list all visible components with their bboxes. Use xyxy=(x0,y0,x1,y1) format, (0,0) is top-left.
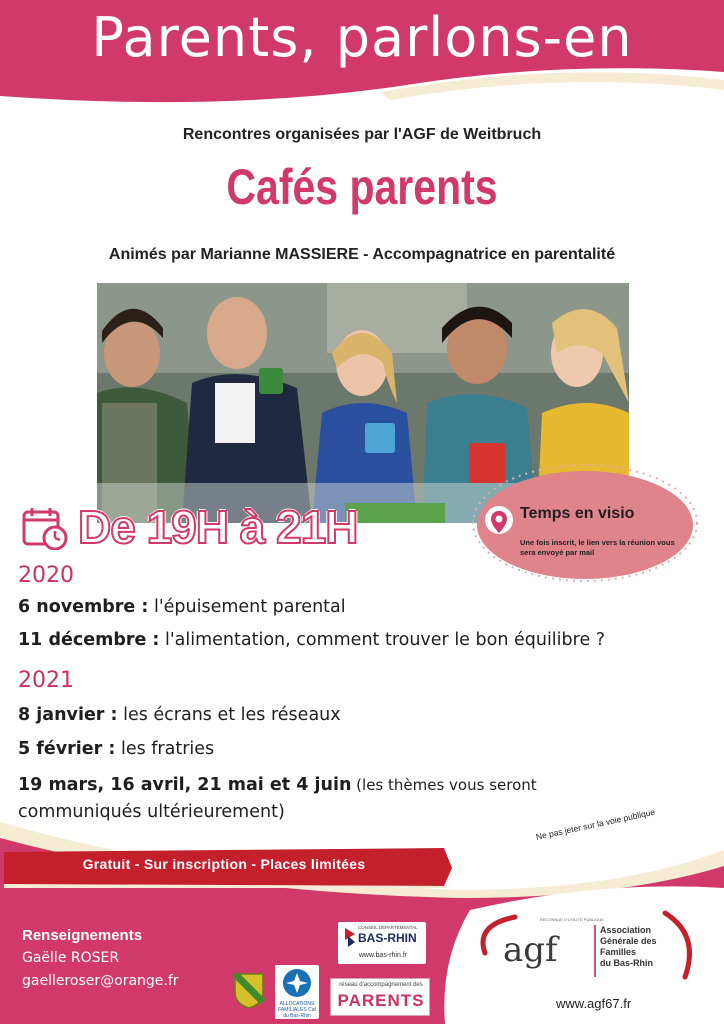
visio-note: Une fois inscrit, le lien vers la réunion vous sera envoyé par mail xyxy=(520,538,675,557)
agf-line-4: du Bas-Rhin xyxy=(600,958,653,968)
bas-rhin-mark-icon xyxy=(344,926,356,948)
agf-tagline: RECONNUE D'UTILITÉ PUBLIQUE xyxy=(540,917,604,922)
session-item xyxy=(18,597,346,617)
time-row xyxy=(22,500,442,560)
info-ribbon-text: Gratuit - Sur inscription - Places limitées xyxy=(82,856,366,872)
year-heading: 2020 xyxy=(18,563,74,588)
contact-email[interactable]: gaelleroser@orange.fr xyxy=(22,973,179,989)
disclaimer: Ne pas jeter sur la voie publique xyxy=(535,806,656,842)
bas-rhin-logo xyxy=(338,922,426,964)
year-heading: 2021 xyxy=(18,668,74,693)
session-item xyxy=(18,705,341,725)
session-topic: communiqués ultérieurement) xyxy=(18,802,285,822)
session-item xyxy=(18,739,214,759)
caf-text: ALLOCATIONS FAMILIALES Caf du Bas-Rhin xyxy=(278,1001,316,1019)
reaap-name: PARENTS xyxy=(337,991,425,1010)
bas-rhin-small-text: CONSEIL DÉPARTEMENTAL xyxy=(358,925,418,930)
caf-logo xyxy=(275,965,319,1019)
agf-line-3: Familles xyxy=(600,947,637,957)
organiser-line: Rencontres organisées par l'AGF de Weitbruch xyxy=(182,126,542,143)
time-range: De 19H à 21H xyxy=(78,501,358,553)
session-note: (les thèmes vous seront xyxy=(351,776,537,794)
agf-website-link[interactable]: www.agf67.fr xyxy=(556,996,632,1011)
session-topic: les fratries xyxy=(115,739,215,759)
bas-rhin-url: www.bas-rhin.fr xyxy=(358,952,408,959)
location-pin-icon xyxy=(484,505,514,541)
event-title: Cafés parents xyxy=(226,159,498,215)
animator-line: Animés par Marianne MASSIERE - Accompagnatrice en parentalité xyxy=(108,246,616,263)
main-title: Parents, parlons-en xyxy=(91,6,633,69)
session-date: 8 janvier : xyxy=(18,705,118,725)
reaap-logo xyxy=(330,978,430,1016)
session-date: 19 mars, 16 avril, 21 mai et 4 juin xyxy=(18,775,352,795)
session-date: 11 décembre : xyxy=(18,630,160,650)
session-topic: les écrans et les réseaux xyxy=(117,705,341,725)
session-topic: l'épuisement parental xyxy=(148,597,346,617)
session-item xyxy=(18,630,605,650)
session-topic: l'alimentation, comment trouver le bon équilibre ? xyxy=(159,630,606,650)
contact-title: Renseignements xyxy=(22,927,143,944)
weitbruch-shield-icon xyxy=(233,972,265,1010)
contact-name: Gaëlle ROSER xyxy=(22,950,120,966)
bas-rhin-name: BAS-RHIN xyxy=(358,931,417,945)
agf-line-2: Générale des xyxy=(600,936,657,946)
visio-title: Temps en visio xyxy=(520,505,635,522)
reaap-small-text: réseau d'accompagnement des xyxy=(339,982,423,988)
caf-mark-icon xyxy=(275,965,319,1001)
calendar-clock-icon xyxy=(22,506,68,550)
session-date: 6 novembre : xyxy=(18,597,149,617)
agf-full-name xyxy=(600,925,700,969)
session-date: 5 février : xyxy=(18,739,116,759)
agf-line-1: Association xyxy=(600,925,652,935)
agf-logo-text: agf xyxy=(503,930,558,970)
